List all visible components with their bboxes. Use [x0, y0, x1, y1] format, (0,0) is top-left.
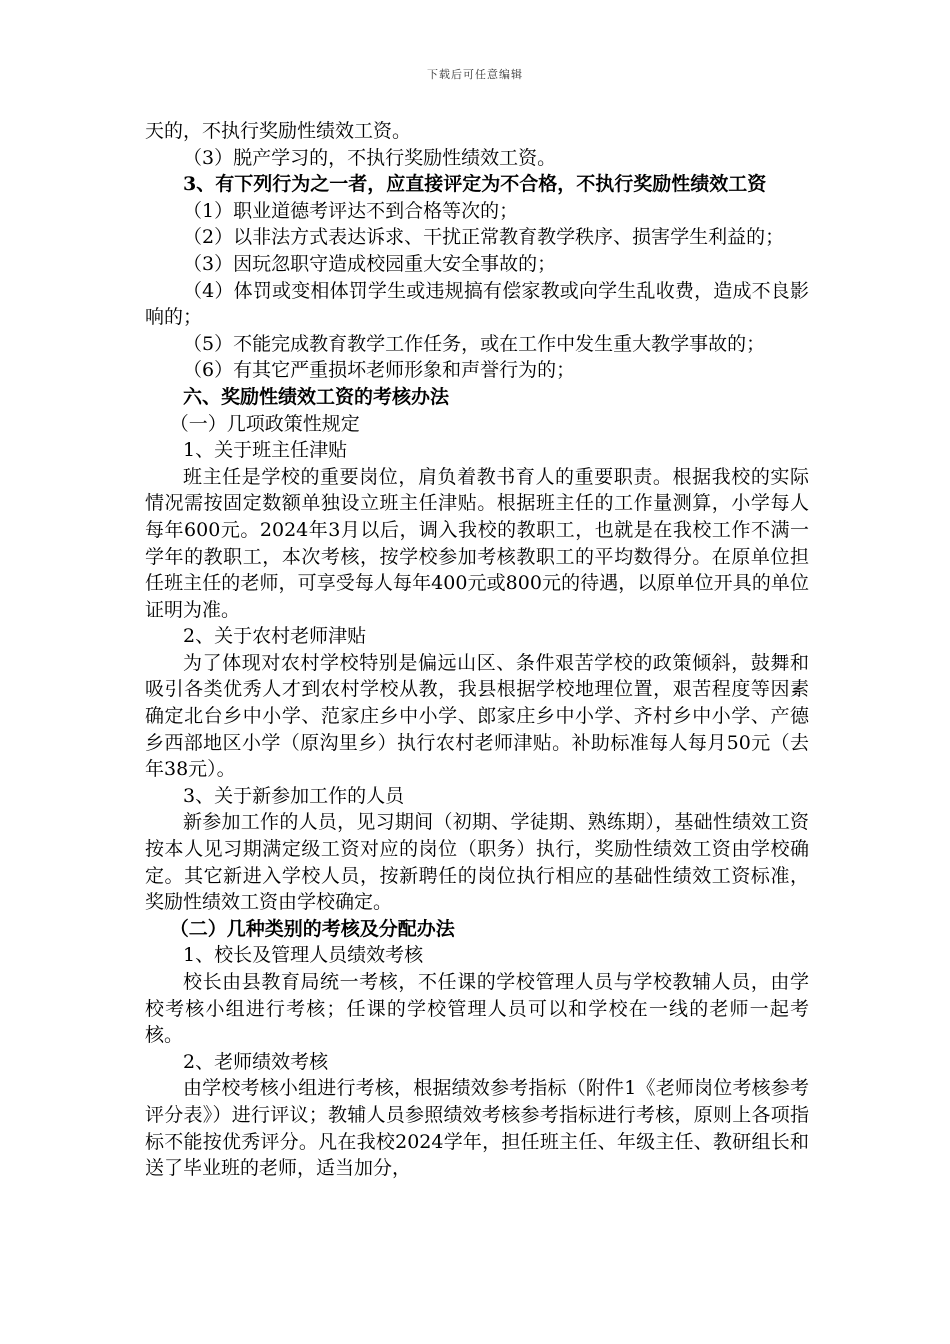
paragraph: 班主任是学校的重要岗位，肩负着教书育人的重要职责。根据我校的实际情况需按固定数额单独设立班主任津贴。根据班主任的工作量测算，小学每人每年600元。2024年3月以后，调入我校的教职工，也就是在我校工作不满一学年的教职工，本次考核，按学校参加考核教职工的平均数得分。在原单位担任班主任的老师，可享受每人每年400元或800元的待遇，以原单位开具的单位证明为准。 — [145, 465, 809, 621]
list-item: （4）体罚或变相体罚学生或违规搞有偿家教或向学生乱收费，造成不良影响的； — [145, 279, 809, 329]
paragraph: 天的，不执行奖励性绩效工资。 — [145, 120, 412, 142]
page-header: 下载后可任意编辑 — [427, 68, 523, 81]
list-item: （6）有其它严重损坏老师形象和声誉行为的； — [183, 359, 576, 382]
item-heading: 2、关于农村老师津贴 — [183, 625, 367, 648]
subsection-heading: （二）几种类别的考核及分配办法 — [169, 917, 455, 940]
list-item: （5）不能完成教育教学工作任务，或在工作中发生重大教学事故的； — [183, 332, 766, 355]
list-item: （2）以非法方式表达诉求、干扰正常教育教学秩序、损害学生利益的； — [183, 226, 785, 249]
section-heading: 3、有下列行为之一者，应直接评定为不合格，不执行奖励性绩效工资 — [183, 173, 767, 196]
item-heading: 1、关于班主任津贴 — [183, 439, 348, 462]
paragraph: 新参加工作的人员，见习期间（初期、学徒期、熟练期），基础性绩效工资按本人见习期满定级工资对应的岗位（职务）执行，奖励性绩效工资由学校确定。其它新进入学校人员，按新聘任的岗位执行相应的基础性绩效工资标准，奖励性绩效工资由学校确定。 — [145, 811, 809, 914]
item-heading: 3、关于新参加工作的人员 — [183, 784, 405, 807]
list-item: （1）职业道德考评达不到合格等次的； — [183, 199, 519, 222]
paragraph: 为了体现对农村学校特别是偏远山区、条件艰苦学校的政策倾斜，鼓舞和吸引各类优秀人才到农村学校从教，我县根据学校地理位置，艰苦程度等因素确定北台乡中小学、范家庄乡中小学、郎家庄乡中小学、齐村乡中小学、产德乡西部地区小学（原沟里乡）执行农村老师津贴。补助标准每人每月50元（去年38元）。 — [145, 651, 809, 781]
section-heading: 六、奖励性绩效工资的考核办法 — [183, 385, 450, 408]
list-item: （3）因玩忽职守造成校园重大安全事故的； — [183, 252, 557, 275]
paragraph: 校长由县教育局统一考核，不任课的学校管理人员与学校教辅人员，由学校考核小组进行考核；任课的学校管理人员可以和学校在一线的老师一起考核。 — [145, 971, 809, 1047]
document-body — [145, 118, 809, 1182]
item-heading: 2、老师绩效考核 — [183, 1050, 329, 1073]
paragraph: （3）脱产学习的，不执行奖励性绩效工资。 — [183, 146, 557, 169]
paragraph: 由学校考核小组进行考核，根据绩效参考指标（附件1《老师岗位考核参考评分表》）进行评议；教辅人员参照绩效考核参考指标进行考核，原则上各项指标不能按优秀评分。凡在我校2024学年，担任班主任、年级主任、教研组长和送了毕业班的老师，适当加分， — [145, 1077, 809, 1180]
item-heading: 1、校长及管理人员绩效考核 — [183, 944, 424, 967]
subsection-heading: （一）几项政策性规定 — [169, 412, 360, 435]
